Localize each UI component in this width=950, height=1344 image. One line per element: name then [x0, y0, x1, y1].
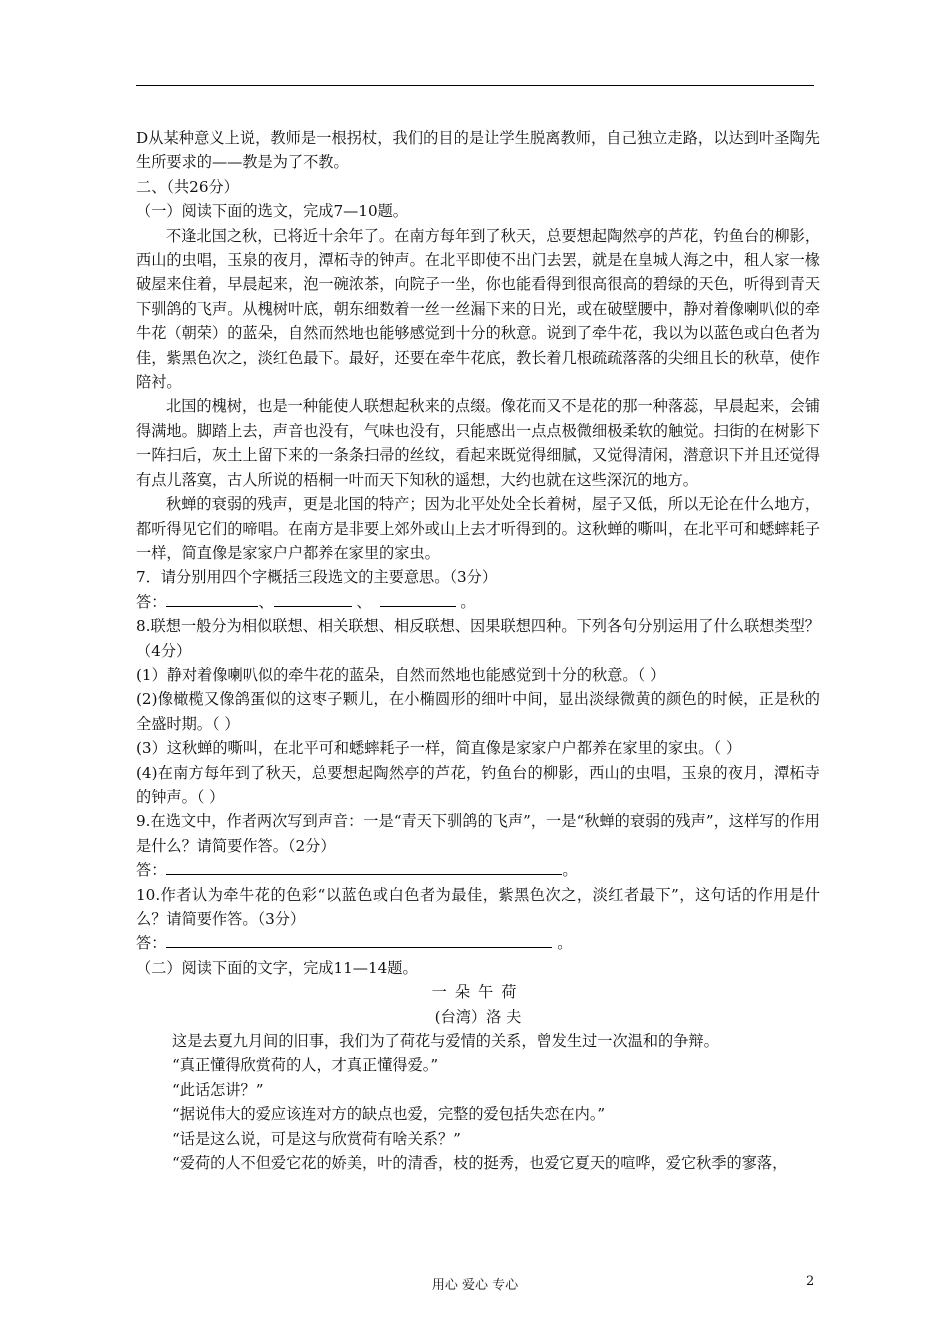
- question-8: 8.联想一般分为相似联想、相关联想、相反联想、因果联想四种。下列各句分别运用了什么联想类型？（4分）: [136, 617, 820, 660]
- separator: 、: [351, 592, 372, 611]
- end-mark: 。: [562, 861, 578, 880]
- subsection-heading: （一）阅读下面的选文，完成7—10题。: [136, 202, 408, 221]
- header-rule: [136, 85, 814, 86]
- answer-blank[interactable]: [166, 590, 258, 607]
- passage2-paragraph: “爱荷的人不但爱它花的娇美，叶的清香，枝的挺秀，也爱它夏天的喧哗，爱它秋季的寥落，: [172, 1154, 788, 1173]
- option-d-line: D从某种意义上说，教师是一根拐杖，我们的目的是让学生脱离教师，自己独立走路，以达到叶圣陶先生所要求的——教是为了不教。: [136, 129, 820, 172]
- answer-blank[interactable]: [166, 931, 552, 948]
- question-8-item: (3）这秋蝉的嘶叫，在北平可和蟋蟀耗子一样，简直像是家家户户都养在家里的家虫。（ ）: [136, 739, 742, 758]
- question-8-item: (1）静对着像喇叭似的牵牛花的蓝朵，自然而然地也能感觉到十分的秋意。（ ）: [136, 665, 666, 684]
- question-8-item: (2)像橄榄又像鸽蛋似的这枣子颗儿，在小椭圆形的细叶中间，显出淡绿微黄的颜色的时候，正是秋的全盛时期。（ ）: [136, 690, 820, 733]
- page-content: [136, 126, 820, 1175]
- end-mark: 。: [552, 934, 573, 953]
- passage2-paragraph: “真正懂得欣赏荷的人，才真正懂得爱。”: [172, 1056, 439, 1075]
- passage1-paragraph: 不逢北国之秋，已将近十余年了。在南方每年到了秋天，总要想起陶然亭的芦花，钓鱼台的柳影，西山的虫唱，玉泉的夜月，潭柘寺的钟声。在北平即使不出门去罢，就是在皇城人海之中，租人家一椽破屋来住着，早晨起来，泡一碗浓茶，向院子一坐，你也能看得到很高很高的碧绿的天色，听得到青天下驯鸽的飞声。从槐树叶底，朝东细数着一丝一丝漏下来的日光，或在破壁腰中，静对着像喇叭似的牵牛花（朝荣）的蓝朵，自然而然地也能够感觉到十分的秋意。说到了牵牛花，我以为以蓝色或白色者为佳，紫黑色次之，淡红色最下。最好，还要在牵牛花底，教长着几根疏疏落落的尖细且长的秋草，使作陪衬。: [136, 226, 820, 392]
- answer-blank[interactable]: [380, 590, 456, 607]
- passage2-paragraph: 这是去夏九月间的旧事，我们为了荷花与爱情的关系，曾发生过一次温和的争辩。: [172, 1032, 719, 1051]
- answer-7: [136, 590, 820, 614]
- end-mark: 。: [455, 592, 476, 611]
- passage2-paragraph: “话是这么说，可是这与欣赏荷有啥关系？”: [172, 1129, 461, 1148]
- essay-title: 一朵午荷: [431, 983, 525, 1002]
- answer-prefix: 答：: [136, 592, 167, 611]
- footer-motto: 用心 爱心 专心: [431, 1278, 519, 1293]
- passage2-paragraph: “此话怎讲？”: [172, 1080, 264, 1099]
- answer-9: [136, 858, 820, 882]
- page-number: 2: [806, 1274, 815, 1289]
- section-heading: 二、（共26分）: [136, 177, 239, 196]
- passage2-paragraph: “据说伟大的爱应该连对方的缺点也爱，完整的爱包括失恋在内。”: [172, 1105, 606, 1124]
- passage1-paragraph: 秋蝉的衰弱的残声，更是北国的特产；因为北平处处全长着树，屋子又低，所以无论在什么地方，都听得见它们的啼唱。在南方是非要上郊外或山上去才听得到的。这秋蝉的嘶叫，在北平可和蟋蟀耗子一样，简直像是家家户户都养在家里的家虫。: [136, 495, 820, 562]
- question-9: 9.在选文中，作者两次写到声音：一是“青天下驯鸽的飞声”，一是“秋蝉的衰弱的残声”，这样写的作用是什么？请简要作答。（2分）: [136, 812, 820, 855]
- question-8-item: (4)在南方每年到了秋天，总要想起陶然亭的芦花，钓鱼台的柳影，西山的虫唱，玉泉的夜月，潭柘寺的钟声。（ ）: [136, 763, 820, 806]
- question-10: 10.作者认为牵牛花的色彩“以蓝色或白色者为最佳，紫黑色次之，淡红者最下”，这句话的作用是什么？请简要作答。（3分）: [136, 885, 820, 928]
- answer-blank[interactable]: [274, 590, 352, 607]
- answer-blank[interactable]: [166, 858, 562, 875]
- answer-prefix: 答：: [136, 861, 167, 880]
- subsection-heading: （二）阅读下面的文字，完成11—14题。: [136, 958, 418, 977]
- passage1-paragraph: 北国的槐树，也是一种能使人联想起秋来的点缀。像花而又不是花的那一种落蕊，早晨起来，会铺得满地。脚踏上去，声音也没有，气味也没有，只能感出一点点极微细极柔软的触觉。扫街的在树影下一阵扫后，灰土上留下来的一条条扫帚的丝纹，看起来既觉得细腻，又觉得清闲，潜意识下并且还觉得有点儿落寞，古人所说的梧桐一叶而天下知秋的遥想，大约也就在这些深沉的地方。: [136, 397, 820, 489]
- question-7: 7．请分别用四个字概括三段选文的主要意思。（3分）: [136, 568, 498, 587]
- essay-author: (台湾）洛 夫: [434, 1007, 522, 1026]
- separator: 、: [258, 592, 274, 611]
- answer-10: [136, 931, 820, 955]
- answer-prefix: 答：: [136, 934, 167, 953]
